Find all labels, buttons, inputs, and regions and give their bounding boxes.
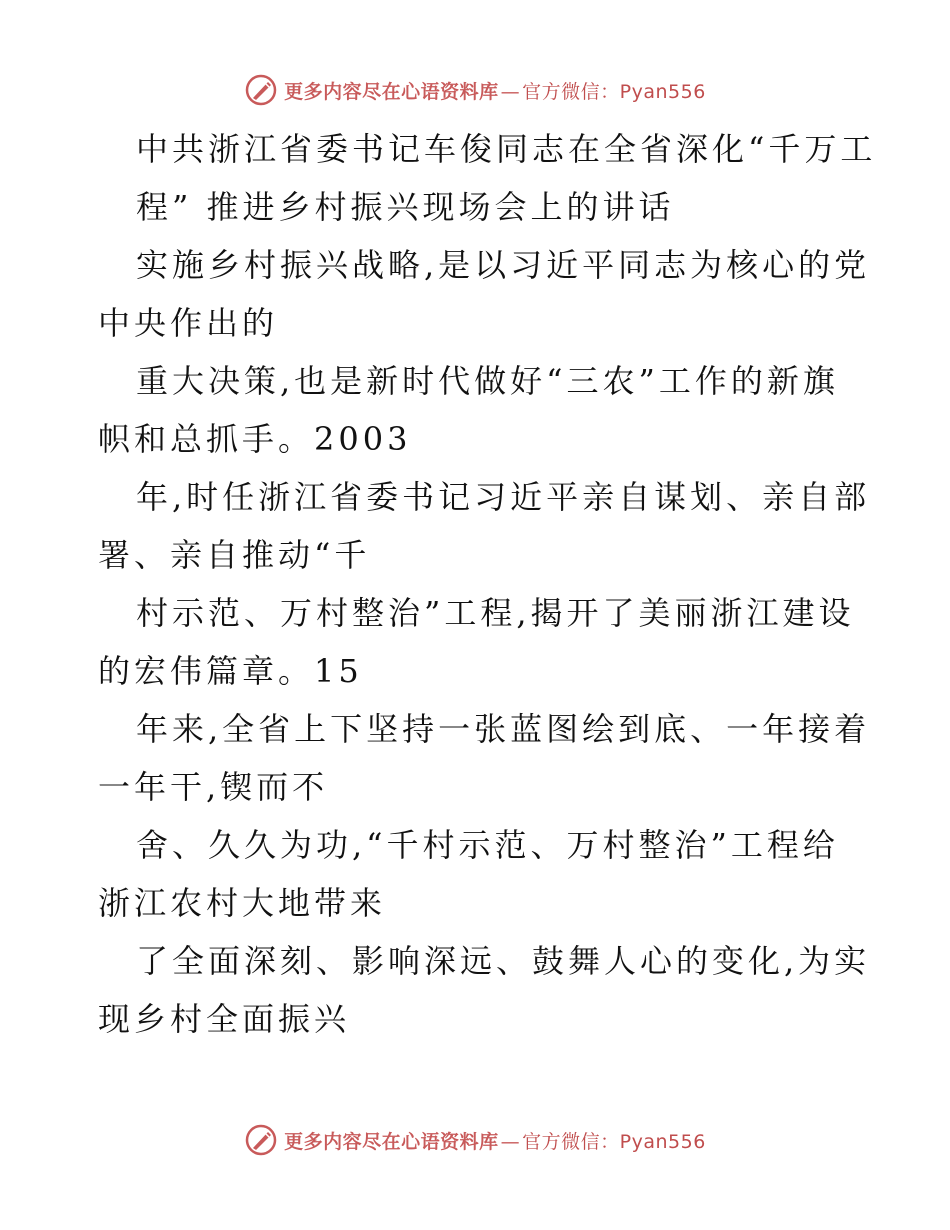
document-title-line-2: 程” 推进乡村振兴现场会上的讲话: [136, 188, 675, 226]
paragraph-line: 的宏伟篇章。15: [98, 652, 363, 690]
header-banner: [0, 70, 950, 110]
header-banner-dash: —: [500, 80, 521, 103]
header-banner-contact: 官方微信：Pyan556: [522, 80, 706, 103]
feather-pen-logo-icon: [244, 1123, 278, 1157]
header-banner-text: [284, 77, 706, 104]
footer-banner-dash: —: [500, 1130, 521, 1153]
footer-banner-brand: 更多内容尽在心语资料库: [284, 1130, 499, 1153]
footer-banner-contact: 官方微信：Pyan556: [522, 1130, 706, 1153]
paragraph-line: 署、亲自推动“千: [98, 536, 371, 574]
feather-pen-logo-icon: [244, 73, 278, 107]
paragraph-line: 一年干,锲而不: [98, 768, 329, 806]
footer-banner-text: [284, 1127, 706, 1154]
paragraph-line: 浙江农村大地带来: [98, 884, 387, 922]
paragraph-line: 中央作出的: [98, 304, 279, 342]
header-banner-brand: 更多内容尽在心语资料库: [284, 80, 499, 103]
paragraph-line: 村示范、万村整治”工程,揭开了美丽浙江建设: [136, 594, 855, 632]
document-body: [98, 120, 877, 1048]
paragraph-line: 了全面深刻、影响深远、鼓舞人心的变化,为实: [136, 942, 871, 980]
paragraph-line: 舍、久久为功,“千村示范、万村整治”工程给: [136, 826, 839, 864]
paragraph-line: 实施乡村振兴战略,是以习近平同志为核心的党: [136, 246, 871, 284]
document-title-line-1: 中共浙江省委书记车俊同志在全省深化“千万工: [136, 130, 877, 168]
footer-banner: [0, 1120, 950, 1160]
paragraph-line: 重大决策,也是新时代做好“三农”工作的新旗: [136, 362, 839, 400]
paragraph-line: 现乡村全面振兴: [98, 1000, 351, 1038]
paragraph-line: 帜和总抓手。2003: [98, 420, 412, 458]
paragraph-line: 年,时任浙江省委书记习近平亲自谋划、亲自部: [136, 478, 871, 516]
paragraph-line: 年来,全省上下坚持一张蓝图绘到底、一年接着: [136, 710, 871, 748]
